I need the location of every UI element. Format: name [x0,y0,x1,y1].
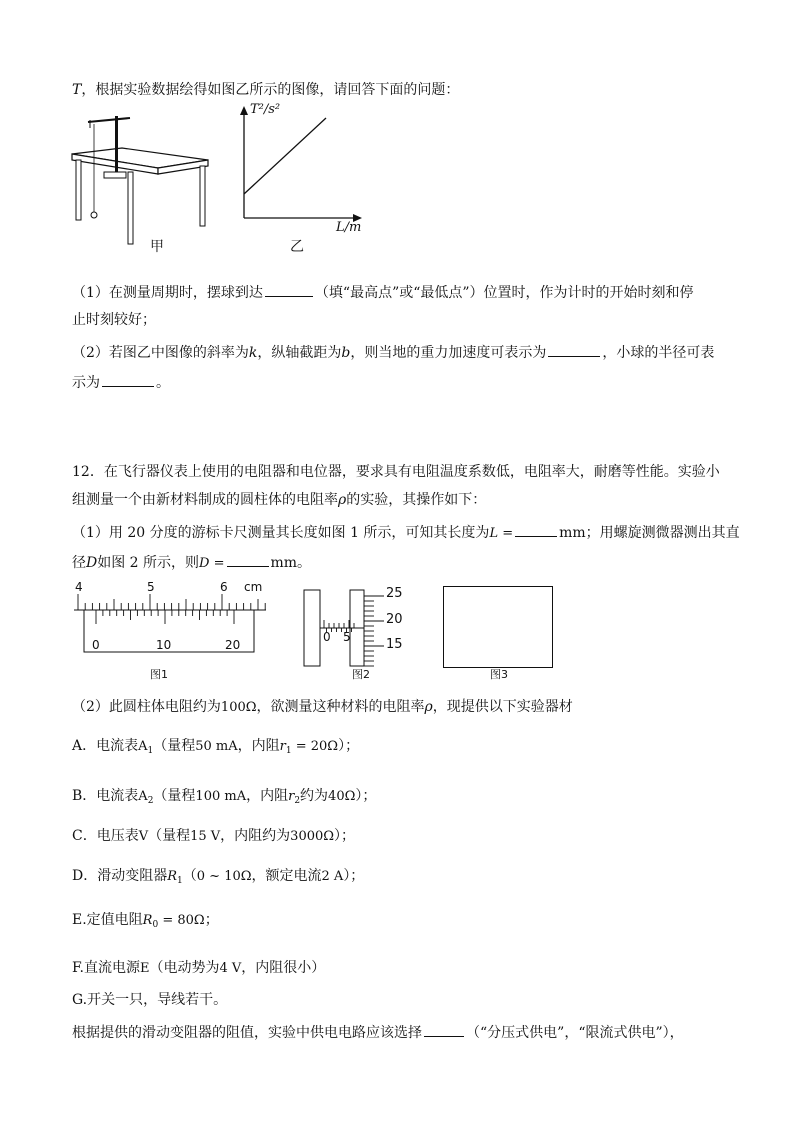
q12-stem-line2: 组测量一个由新材料制成的圆柱体的电阻率ρ的实验，其操作如下： [72,492,487,508]
figure3-blank-box [443,586,553,668]
q11-part2-cont: 示为 。 [72,372,170,393]
figure2-caption: 图2 [352,668,370,681]
option-D: D．滑动变阻器$R_1(0$ ~ 10Ω，额定电流2 A）； [72,868,365,886]
graph-line [244,118,326,194]
q12-stem-line1: 12．在飞行器仪表上使用的电阻器和电位器，要求具有电阻温度系数低，电阻率大，耐磨等性能。实验小 [72,464,720,480]
micrometer-sleeve-5: 5 [343,630,351,644]
q11-part1-cont: 止时刻较好； [72,312,156,328]
answer-blank-D[interactable] [227,552,269,567]
figure-jia-caption: 甲 [150,239,164,255]
micrometer-thimble-15: 15 [386,637,403,652]
figure-yi-graph [228,100,378,240]
figure1-caption: 图1 [150,668,168,681]
option-F: F.直流电源E（电动势为4 V，内阻很小） [72,960,326,976]
graph-xlabel: L/m [336,220,362,235]
answer-blank-1[interactable] [265,282,313,297]
option-E: E.定值电阻$R_0 = 80\Omega$； [72,912,219,930]
caliper-main-label-5: 5 [147,580,155,594]
micrometer-sleeve-0: 0 [323,630,331,644]
q12-part2: （2）此圆柱体电阻约为100Ω，欲测量这种材料的电阻率ρ，现提供以下实验器材 [72,699,573,715]
option-A: A．电流表$A_1$（量程50 mA，内阻$r_1 = 20\Omega$）； [72,738,360,756]
q11-intro: T，根据实验数据绘得如图乙所示的图像，请回答下面的问题： [72,82,460,98]
option-C: C．电压表V（量程15 V，内阻约为3000Ω）； [72,828,356,844]
answer-blank-L[interactable] [515,522,557,537]
figure-yi-caption: 乙 [290,239,304,255]
caliper-main-label-6: 6 [220,580,228,594]
caliper-unit: cm [244,580,263,594]
answer-blank-2[interactable] [548,342,600,357]
caliper-main-label-4: 4 [75,580,83,594]
graph-ylabel: T²/s² [250,102,281,117]
q11-part2: （2）若图乙中图像的斜率为k，纵轴截距为b，则当地的重力加速度可表示为 ，小球的半径可表 [72,342,714,363]
caliper-vernier-label-20: 20 [225,638,241,652]
q11-part1: （1）在测量周期时，摆球到达 （填“最高点”或“最低点”）位置时，作为计时的开始时刻和停 [72,282,694,303]
figure-jia-pendulum [70,108,220,258]
answer-blank-circuit[interactable] [424,1022,464,1037]
figure3-caption: 图3 [490,668,508,681]
q12-part1-cont: 径D如图 2 所示，则D = mm。 [72,552,311,574]
caliper-vernier-label-0: 0 [92,638,100,652]
answer-blank-3[interactable] [102,372,154,387]
micrometer-thimble-20: 20 [386,612,403,627]
option-G: G.开关一只，导线若干。 [72,992,228,1008]
micrometer-thimble-25: 25 [386,586,403,601]
q12-final-question: 根据提供的滑动变阻器的阻值，实验中供电电路应该选择 （“分压式供电”，“限流式供电”）， [72,1022,684,1043]
q12-part1: （1）用 20 分度的游标卡尺测量其长度如图 1 所示，可知其长度为L = mm；用螺旋测微器测出其直 [72,522,740,544]
option-B: B．电流表$A_2$（量程100 mA，内阻$r_2$约为40Ω）； [72,788,377,806]
caliper-vernier-label-10: 10 [156,638,172,652]
var-T: T [72,82,82,98]
